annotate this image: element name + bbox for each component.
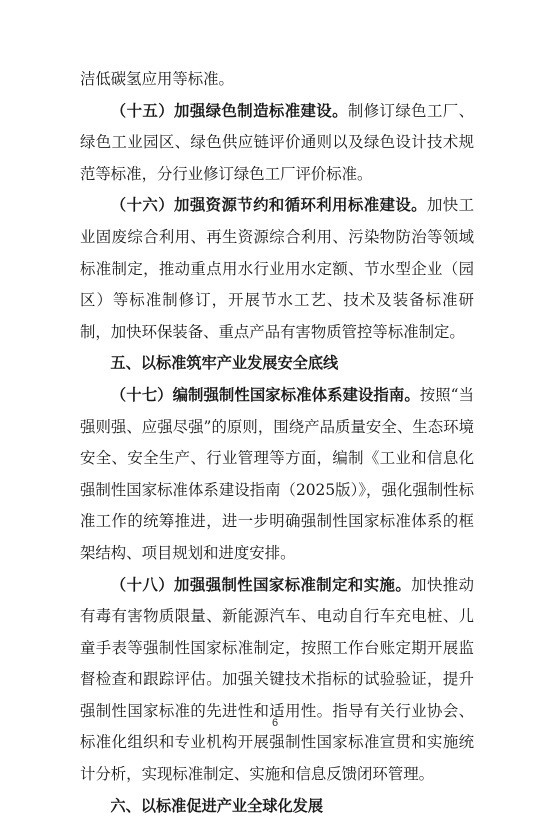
paragraph-body: 洁低碳氢应用等标准。 — [80, 70, 234, 88]
paragraph-item-16 — [80, 190, 474, 348]
section-heading-6: 六、以标准促进产业全球化发展 — [110, 796, 324, 815]
paragraph-lead: （十五）加强绿色制造标准建设。 — [110, 101, 348, 120]
paragraph-body: 加快推动有毒有害物质限量、新能源汽车、电动自行车充电桩、儿童手表等强制性国家标准制定，按照工作台账定期开展监督检查和跟踪评估。加强关键技术指标的试验验证，提升强制性国家标准的先进性和适用性。指导有关行业协会、标准化组织和专业机构开展强制性国家标准宣贯和实施统计分析，实现标准制定、实施和信息反馈闭环管理。 — [80, 575, 474, 784]
paragraph-item-17 — [80, 380, 474, 570]
paragraph-item-18 — [80, 570, 474, 791]
section-heading-5: 五、以标准筑牢产业发展安全底线 — [110, 354, 339, 373]
paragraph-body: 按照“当强则强、应强尽强”的原则，围绕产品质量安全、生态环境安全、安全生产、行业管理等方面，编制《工业和信息化强制性国家标准体系建设指南（2025版）》，强化强制性标准工作的统筹推进，进一步明确强制性国家标准体系的框架结构、项目规划和进度安排。 — [80, 385, 474, 562]
page-number: 6 — [271, 717, 279, 729]
paragraph-body: 加快工业固废综合利用、再生资源综合利用、污染物防治等领域标准制定，推动重点用水行业用水定额、节水型企业（园区）等标准制修订，开展节水工艺、技术及装备标准研制，加快环保装备、重点产品有害物质管控等标准制定。 — [80, 196, 474, 341]
paragraph-lead: （十七）编制强制性国家标准体系建设指南。 — [110, 385, 420, 404]
paragraph-lead: （十六）加强资源节约和循环利用标准建设。 — [110, 196, 427, 215]
paragraph-continuation — [80, 64, 474, 96]
paragraph-body: 制修订绿色工厂、绿色工业园区、绿色供应链评价通则以及绿色设计技术规范等标准，分行业修订绿色工厂评价标准。 — [80, 101, 474, 183]
document-body — [80, 64, 474, 822]
paragraph-item-15 — [80, 96, 474, 191]
paragraph-lead: （十八）加强强制性国家标准制定和实施。 — [110, 575, 412, 594]
